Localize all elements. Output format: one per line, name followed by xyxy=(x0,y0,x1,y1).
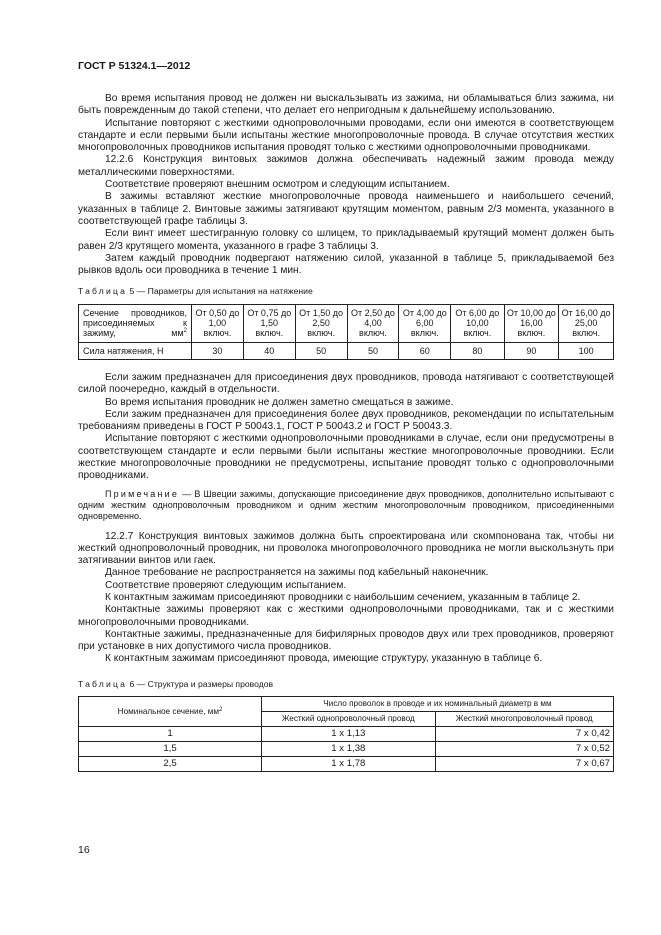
table-cell: 7 x 0,52 xyxy=(435,742,613,757)
paragraph: Соответствие проверяют внешним осмотром и следующим испытанием. xyxy=(105,179,450,191)
table-cell: От 10,00 до 16,00 включ. xyxy=(504,304,559,342)
paragraph: Испытание повторяют с жесткими однопроволочными проводами, если они имеются в соответствующем стандарте и если первыми были испытаны жесткие многопроволочные провода. В случае отсутствия жестких многопроволочных проводников испытания проводят только с жесткими однопроволочными проводниками. xyxy=(78,117,614,154)
table-row xyxy=(79,697,614,712)
table-cell: От 0,50 до 1,00 включ. xyxy=(192,304,244,342)
document-header: ГОСТ Р 51324.1—2012 xyxy=(78,60,191,72)
table-cell: 50 xyxy=(347,342,399,359)
page-content xyxy=(78,88,614,772)
table-cell: 2,5 xyxy=(79,757,262,772)
table-caption-text: 5 — Параметры для испытания на натяжение xyxy=(129,286,313,297)
table-cell: 7 x 0,67 xyxy=(435,757,613,772)
table-cell: 1 x 1,78 xyxy=(262,757,436,772)
table-row xyxy=(79,304,614,342)
table-cell: От 2,50 до 4,00 включ. xyxy=(347,304,399,342)
table-label: Таблица xyxy=(78,678,128,689)
table-cell: От 4,00 до 6,00 включ. xyxy=(399,304,451,342)
paragraph: Контактные зажимы проверяют как с жесткими однопроволочными проводниками, так и с жесткими многопроволочными проводниками. xyxy=(78,604,614,628)
paragraph: К контактным зажимам присоединяют проводники с наибольшим сечением, указанным в таблице 2. xyxy=(105,591,581,603)
table-cell: 40 xyxy=(243,342,295,359)
note-label: Примечание xyxy=(105,488,180,499)
table-cell: 30 xyxy=(192,342,244,359)
row-header: Сила натяжения, Н xyxy=(79,342,192,359)
table-cell: 1 xyxy=(79,727,262,742)
table-row xyxy=(79,742,614,757)
paragraph: Если винт имеет шестигранную головку со шлицем, то прикладываемый крутящий момент должен быть равен 2/3 крутящего момента, указанного в графе 3 таблицы 3. xyxy=(78,228,614,252)
paragraph: Данное требование не распространяется на зажимы под кабельный наконечник. xyxy=(105,567,489,579)
table-cell: От 1,50 до 2,50 включ. xyxy=(295,304,347,342)
table-cell: От 6,00 до 10,00 включ. xyxy=(451,304,504,342)
table-cell: 50 xyxy=(295,342,347,359)
table6 xyxy=(78,696,614,772)
table6-caption xyxy=(78,678,614,690)
table5-caption xyxy=(78,285,614,297)
table-cell: 1 x 1,38 xyxy=(262,742,436,757)
paragraph: Контактные зажимы, предназначенные для бифилярных проводов двух или трех проводников, проверяют при установке в них допустимого числа проводников. xyxy=(78,628,614,653)
paragraph: 12.2.6 Конструкция винтовых зажимов должна обеспечивать надежный зажим провода между металлическими поверхностями. xyxy=(78,154,614,178)
table-row xyxy=(79,342,614,359)
column-header: Жесткий однопроволочный провод xyxy=(262,712,436,727)
paragraph: Затем каждый проводник подвергают натяжению силой, указанной в таблице 5, прикладываемой без рывков вдоль оси проводника в течение 1 мин. xyxy=(78,252,614,277)
column-header: Номинальное сечение, $мм^2$ xyxy=(79,697,262,727)
paragraph: Соответствие проверяют следующим испытанием. xyxy=(105,579,347,591)
table-row xyxy=(79,757,614,772)
table-caption-text: 6 — Структура и размеры проводов xyxy=(129,678,274,689)
table-cell: 100 xyxy=(559,342,614,359)
table-cell: 90 xyxy=(504,342,559,359)
group-header: Число проволок в проводе и их номинальный диаметр в мм xyxy=(262,697,614,712)
paragraph: Во время испытания провод не должен ни выскальзывать из зажима, ни обламываться близ зажима, ни быть поврежденным до такой степени, что делает его непригодным к дальнейшему использованию. xyxy=(78,93,614,117)
paragraph: К контактным зажимам присоединяют провода, имеющие структуру, указанную в таблице 6. xyxy=(105,653,543,665)
table-label: Таблица xyxy=(78,286,128,297)
table5 xyxy=(78,304,614,360)
table-cell: От 0,75 до 1,50 включ. xyxy=(243,304,295,342)
column-header: Жесткий многопроволочный провод xyxy=(435,712,613,727)
paragraph: Если зажим предназначен для присоединения двух проводников, провода натягивают с соответствующей силой поочередно, каждый в отдельности. xyxy=(78,371,614,396)
table-cell: От 16,00 до 25,00 включ. xyxy=(559,304,614,342)
table-cell: 7 x 0,42 xyxy=(435,727,613,742)
paragraph: В зажимы вставляют жесткие многопроволочные провода наименьшего и наибольшего сечений, указанных в таблице 2. Винтовые зажимы затягивают крутящим моментом, равным 2/3 момента, указанного в соответствующей графе таблицы 3. xyxy=(78,191,614,227)
table-cell: 1,5 xyxy=(79,742,262,757)
table-row xyxy=(79,727,614,742)
table-cell: 60 xyxy=(399,342,451,359)
table-cell: 80 xyxy=(451,342,504,359)
paragraph: Если зажим предназначен для присоединения более двух проводников, рекомендации по испытательным требованиям приведены в ГОСТ Р 50043.1, ГОСТ Р 50043.2 и ГОСТ Р 50043.3. xyxy=(78,408,614,433)
note xyxy=(78,489,614,523)
paragraph: Во время испытания проводник не должен заметно смещаться в зажиме. xyxy=(105,396,454,408)
paragraph: Испытание повторяют с жесткими однопроволочными проводниками в случае, если они предусмотрены в соответствующем стандарте и если первыми были испытаны жесткие многопроволочные проводники. Если жесткие многопроволочные проводники не предусмотрены, испытание проводят только с однопроволочными проводниками. xyxy=(78,433,614,482)
page-number: 16 xyxy=(78,844,90,856)
row-header: Сечение проводников, присоединяемых к зажиму, $мм^2$ xyxy=(79,304,192,342)
note-text: — В Швеции зажимы, допускающие присоединение двух проводников, дополнительно испытывают с одним жестким однопроволочным проводником и одним жестким многопроволочным проводником, присоединенными одновременно. xyxy=(78,488,614,522)
table-cell: 1 x 1,13 xyxy=(262,727,436,742)
paragraph: 12.2.7 Конструкция винтовых зажимов должна быть спроектирована или скомпонована так, чтобы ни жесткий однопроволочный проводник, ни проволока многопроволочного проводника не могли выскользнуть при затягивании винтов или гаек. xyxy=(78,530,614,567)
